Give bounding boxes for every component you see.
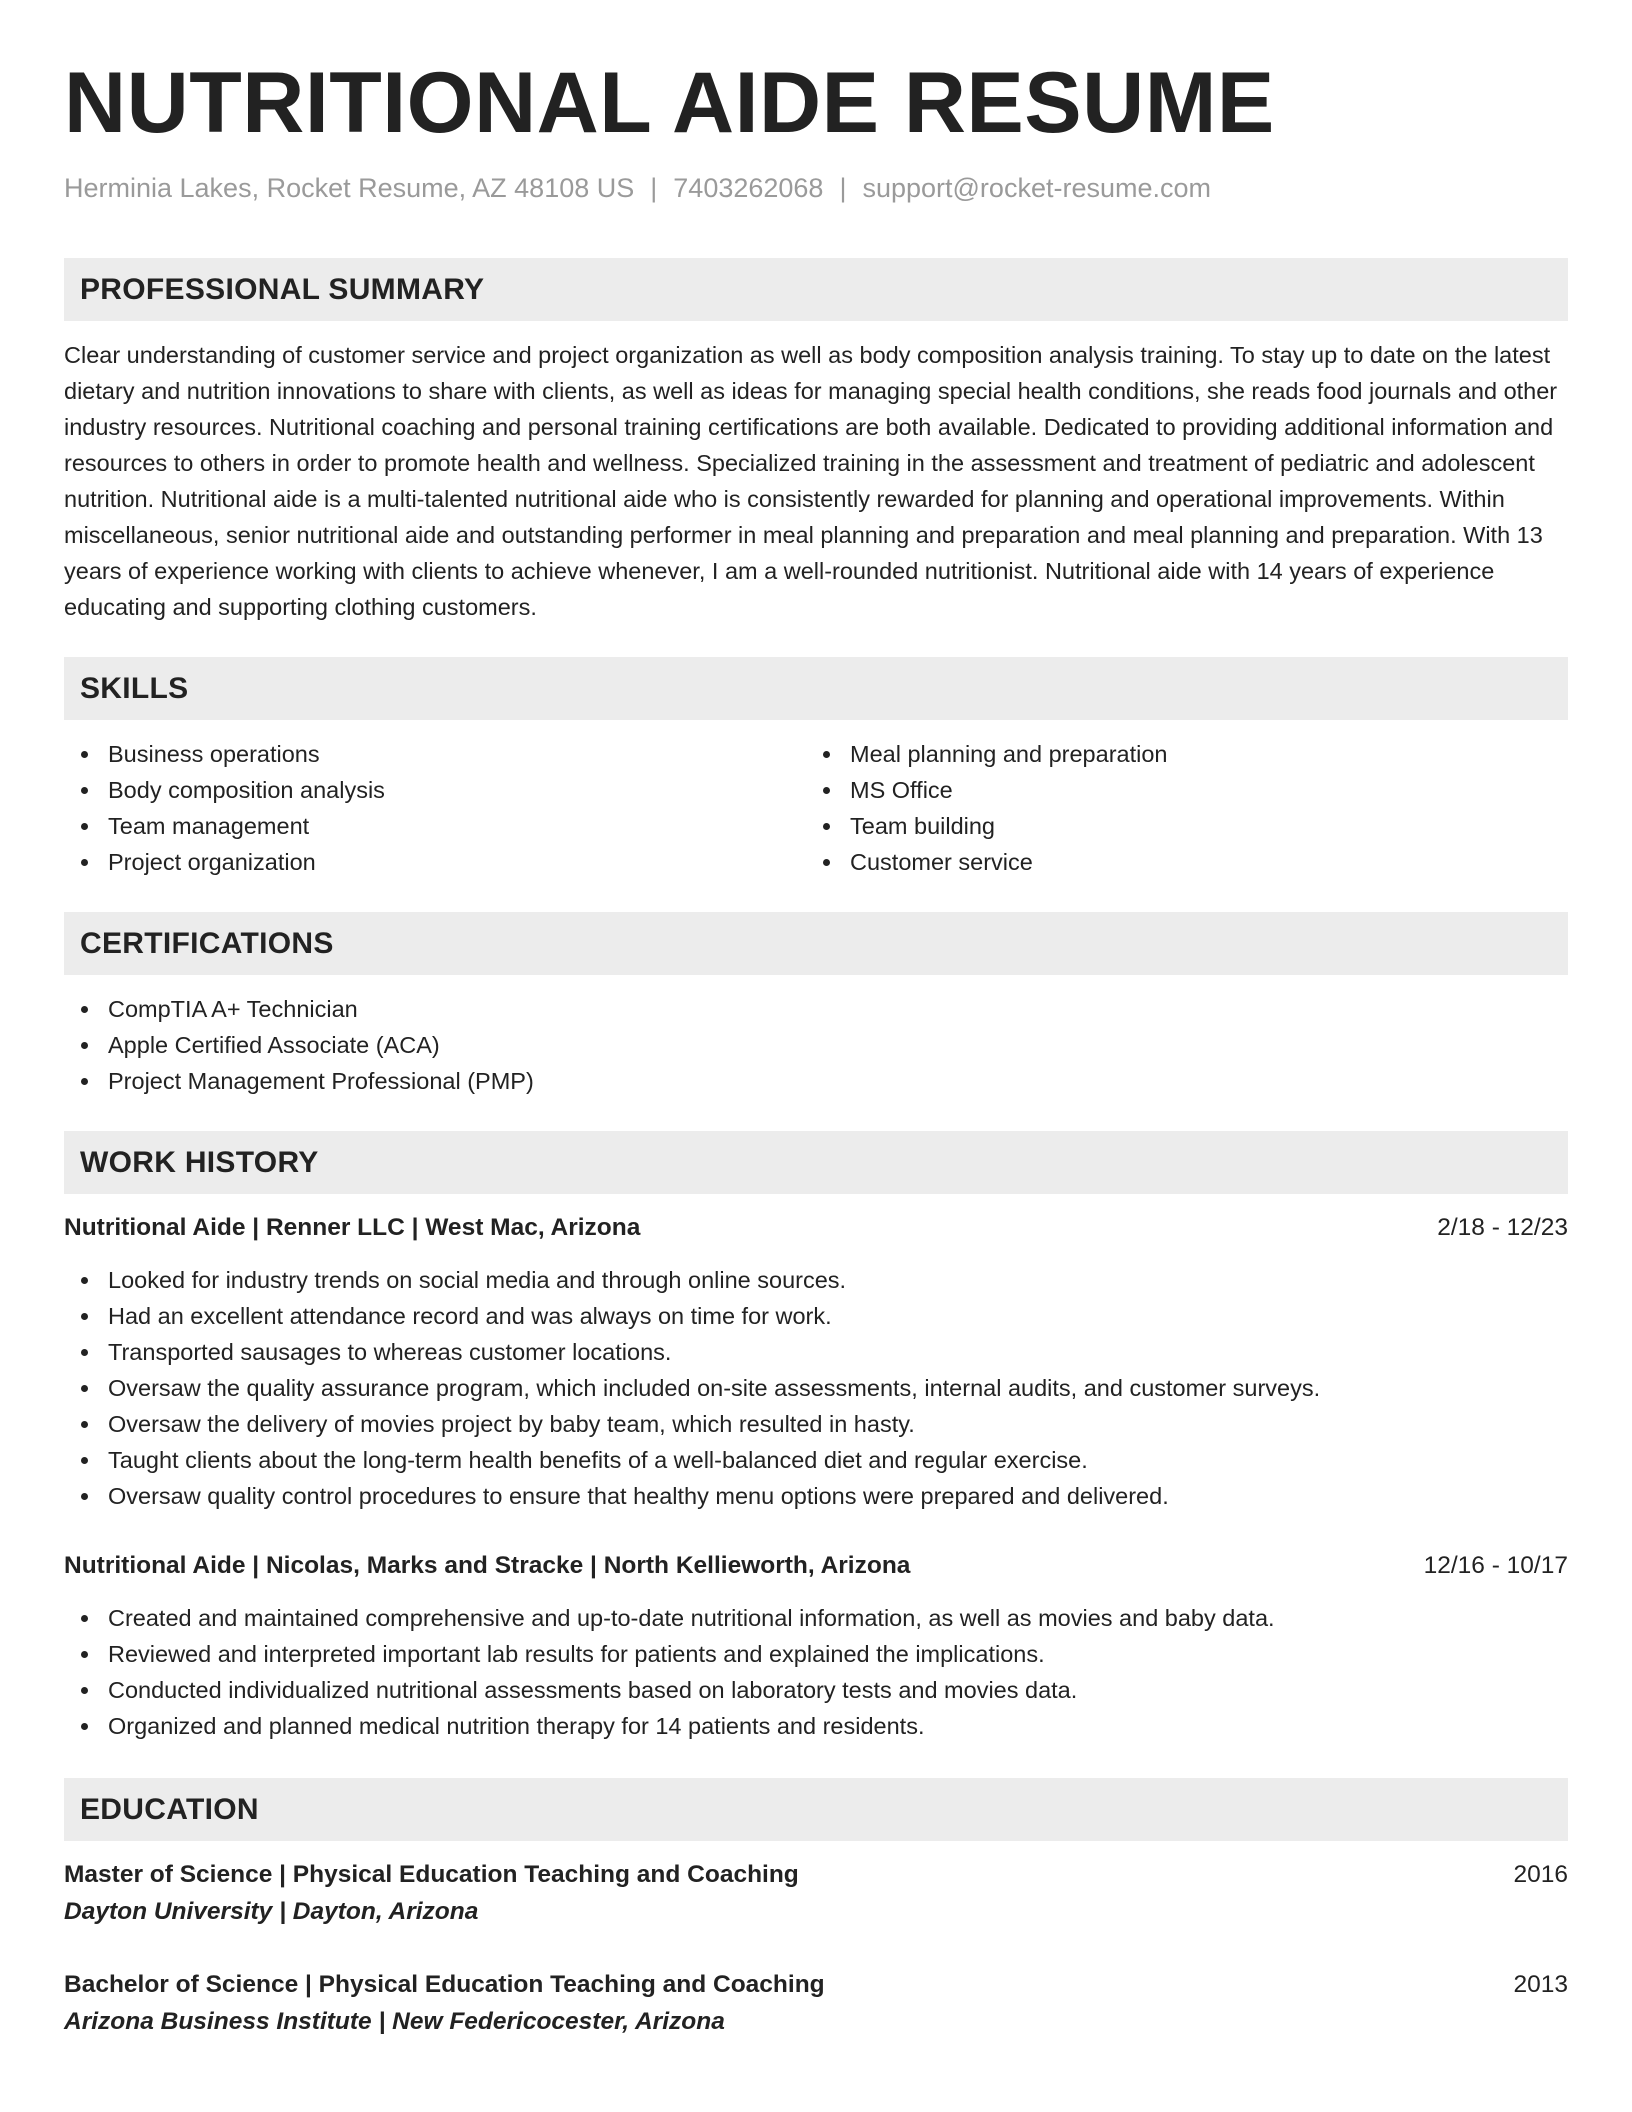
education-entry — [64, 1967, 1568, 2041]
job-bullet: Created and maintained comprehensive and up-to-date nutritional information, as well as movies and baby data. — [64, 1600, 1568, 1636]
job-header — [64, 1210, 1568, 1246]
certification-item: Project Management Professional (PMP) — [64, 1063, 1568, 1099]
education-degree: Bachelor of Science | Physical Education Teaching and Coaching — [64, 1971, 825, 1999]
contact-separator: | — [839, 173, 847, 203]
work-history-list — [64, 1210, 1568, 1744]
education-entry — [64, 1857, 1568, 1931]
certification-item: Apple Certified Associate (ACA) — [64, 1027, 1568, 1063]
certification-item: CompTIA A+ Technician — [64, 991, 1568, 1027]
job-title: Nutritional Aide | Renner LLC | West Mac, Arizona — [64, 1214, 641, 1242]
contact-phone: 7403262068 — [673, 173, 824, 203]
skill-item: Project organization — [64, 844, 806, 880]
section-header-skills: SKILLS — [64, 657, 1568, 720]
job-bullets — [64, 1262, 1568, 1514]
job-entry — [64, 1210, 1568, 1514]
job-title: Nutritional Aide | Nicolas, Marks and Stracke | North Kellieworth, Arizona — [64, 1552, 911, 1580]
job-bullet: Taught clients about the long-term health benefits of a well-balanced diet and regular exercise. — [64, 1442, 1568, 1478]
education-degree: Master of Science | Physical Education Teaching and Coaching — [64, 1861, 799, 1889]
job-bullets — [64, 1600, 1568, 1744]
section-header-education: EDUCATION — [64, 1778, 1568, 1841]
skills-grid — [64, 736, 1568, 880]
education-header — [64, 1967, 1568, 2003]
contact-email: support@rocket-resume.com — [862, 173, 1211, 203]
resume-title: NUTRITIONAL AIDE RESUME — [64, 55, 1275, 151]
job-dates: 2/18 - 12/23 — [1437, 1214, 1568, 1242]
contact-line — [64, 172, 1568, 204]
education-year: 2016 — [1513, 1861, 1568, 1889]
skill-item: Body composition analysis — [64, 772, 806, 808]
skill-item: Team management — [64, 808, 806, 844]
skill-item: Customer service — [806, 844, 1548, 880]
job-bullet: Looked for industry trends on social media and through online sources. — [64, 1262, 1568, 1298]
section-header-certifications: CERTIFICATIONS — [64, 912, 1568, 975]
job-dates: 12/16 - 10/17 — [1423, 1552, 1568, 1580]
job-bullet: Transported sausages to whereas customer locations. — [64, 1334, 1568, 1370]
education-header — [64, 1857, 1568, 1893]
job-bullet: Oversaw the delivery of movies project by baby team, which resulted in hasty. — [64, 1406, 1568, 1442]
job-bullet: Organized and planned medical nutrition therapy for 14 patients and residents. — [64, 1708, 1568, 1744]
job-bullet: Reviewed and interpreted important lab results for patients and explained the implications. — [64, 1636, 1568, 1672]
job-entry — [64, 1548, 1568, 1744]
job-bullet: Oversaw the quality assurance program, which included on-site assessments, internal audits, and customer surveys. — [64, 1370, 1568, 1406]
education-year: 2013 — [1513, 1971, 1568, 1999]
skill-item: MS Office — [806, 772, 1548, 808]
job-bullet: Had an excellent attendance record and was always on time for work. — [64, 1298, 1568, 1334]
skill-item: Business operations — [64, 736, 806, 772]
job-header — [64, 1548, 1568, 1584]
skill-item: Meal planning and preparation — [806, 736, 1548, 772]
certifications-list — [64, 991, 1568, 1099]
section-header-summary: PROFESSIONAL SUMMARY — [64, 258, 1568, 321]
education-school: Arizona Business Institute | New Federicocester, Arizona — [64, 2008, 725, 2036]
skill-item: Team building — [806, 808, 1548, 844]
skills-right-column — [806, 736, 1548, 880]
summary-text: Clear understanding of customer service and project organization as well as body composition analysis training. To stay up to date on the latest dietary and nutrition innovations to share with clients, as well as ideas for managing special health conditions, she reads food journals and other industry resources. Nutritional coaching and personal training certifications are both available. Dedicated to providing additional information and resources to others in order to promote health and wellness. Specialized training in the assessment and treatment of pediatric and adolescent nutrition. Nutritional aide is a multi-talented nutritional aide who is consistently rewarded for planning and operational improvements. Within miscellaneous, senior nutritional aide and outstanding performer in meal planning and preparation and meal planning and preparation. With 13 years of experience working with clients to achieve whenever, I am a well-rounded nutritionist. Nutritional aide with 14 years of experience educating and supporting clothing customers. — [64, 342, 1558, 621]
section-header-work-history: WORK HISTORY — [64, 1131, 1568, 1194]
contact-separator: | — [650, 173, 658, 203]
education-school: Dayton University | Dayton, Arizona — [64, 1898, 479, 1926]
skills-left-column — [64, 736, 806, 880]
job-bullet: Oversaw quality control procedures to ensure that healthy menu options were prepared and delivered. — [64, 1478, 1568, 1514]
job-bullet: Conducted individualized nutritional assessments based on laboratory tests and movies data. — [64, 1672, 1568, 1708]
contact-address: Herminia Lakes, Rocket Resume, AZ 48108 US — [64, 173, 635, 203]
